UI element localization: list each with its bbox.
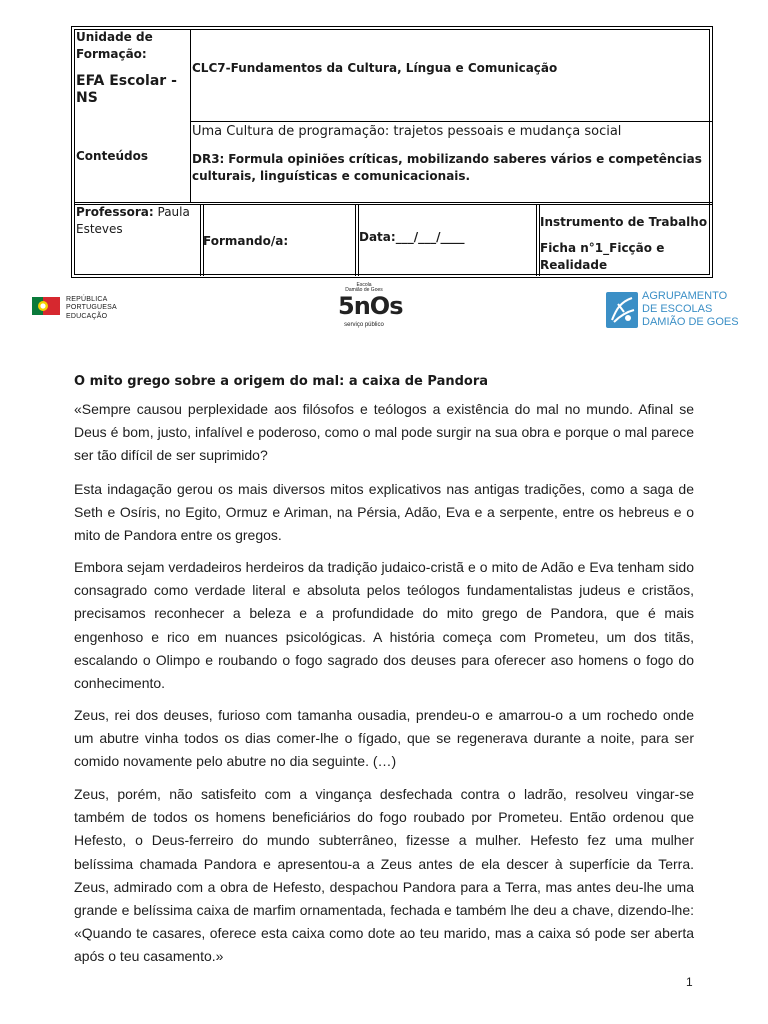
paragraph-4: Zeus, rei dos deuses, furioso com tamanha ousadia, prendeu-o e amarrou-o a um rochedo onde um abutre vinha todos os dias comer-lhe o fígado, que se regenerava durante a noite, para ser comido novamente pelo abutre no dia seguinte. (…) [74,707,694,770]
republic-text-2: PORTUGUESA [66,304,117,311]
table-hline-2 [75,202,713,203]
document-title: O mito grego sobre a origem do mal: a caixa de Pandora [74,374,489,389]
module-title: CLC7-Fundamentos da Cultura, Língua e Comunicação [192,61,558,75]
contents-label: Conteúdos [76,149,148,163]
sheet-label: Ficha n°1_Ficção e Realidade [540,241,665,272]
table-vline-b5 [536,204,537,276]
unit-value: EFA Escolar - NS [76,73,177,106]
contents-title: Uma Cultura de programação: trajetos pessoais e mudança social [192,124,622,139]
paragraph-2: Esta indagação gerou os mais diversos mitos explicativos nas antigas tradições, como a saga de Seth e Osíris, no Egito, Ormuz e Ariman, na Pérsia, Adão, Eva e a serpente, entre os hebreus e o mito de Pandora entre os gregos. [74,481,694,544]
table-vline-left [190,30,191,202]
dr-label: DR3: [192,152,225,166]
group-text-2: DE ESCOLAS [642,303,713,315]
dr-text: Formula opiniões críticas, mobilizando saberes vários e competências culturais, linguísticas e comunicacionais. [192,152,702,183]
agrupamento-logo [606,290,746,330]
school-mark: 5nOs [338,292,403,320]
instrument-label: Instrumento de Trabalho [540,215,708,229]
paragraph-1: «Sempre causou perplexidade aos filósofos e teólogos a existência do mal no mundo. Afinal se Deus é bom, justo, infalível e poderoso, como o mal pode surgir na sua obra e porque o mal parece ser tão difícil de ser suprimido? [74,401,694,464]
teacher-label: Professora: [76,205,154,219]
republica-portuguesa-logo [32,296,122,324]
teacher-cell [76,204,194,238]
header-table [71,26,713,278]
teacher-name: Paula Esteves [76,205,190,236]
date-field: Data:___/___/____ [359,230,465,244]
republic-text-1: REPÚBLICA [66,296,108,303]
table-hline-1 [191,121,713,122]
school-name: Damião de Goes [345,287,383,293]
school-top: Escola [356,282,372,288]
school-sub: serviço público [344,322,384,328]
paragraph-5: Zeus, porém, não satisfeito com a vingança desfechada contra o ladrão, resolveu vingar-se também de todos os homens beneficiários do fogo roubado por Prometeu. Então ordenou que Hefesto, o Deus-ferreiro do mundo subterrâneo, fizesse a mulher. Hefesto fez uma mulher belíssima chamada Pandora e apresentou-a a Zeus antes de ela descer à superfície da Terra. Zeus, admirado com a obra de Hefesto, despachou Pandora para a Terra, mas antes deu-lhe uma grande e belíssima caixa de marfim ornamentada, fechada e também lhe deu a chave, dizendo-lhe: «Quando te casares, oferece esta caixa como dote ao teu marido, mas a caixa só pode ser aberta após o teu casamento.» [74,786,694,965]
table-vline-b3 [355,204,356,276]
portuguese-flag-icon [32,297,60,315]
group-text-3: DAMIÃO DE GOES [642,316,739,328]
dr-description [192,151,707,185]
school-logo [336,282,403,332]
table-vline-b1 [200,204,201,276]
student-label: Formando/a: [203,234,289,248]
group-text-1: AGRUPAMENTO [642,290,728,302]
paragraph-3: Embora sejam verdadeiros herdeiros da tradição judaico-cristã e o mito de Adão e Eva tenham sido consagrado como verdade literal e absoluta pelos teólogos fundamentalistas judeus e cristãos, precisamos reconhecer a beleza e a profundidade do mito grego de Pandora, que é mais engenhoso e rico em nuances psicológicas. A história começa com Prometeu, um dos titãs, escalando o Olimpo e roubando o fogo sagrado dos deuses para oferecer aso homens o fogo do conhecimento. [74,559,694,692]
unit-label: Unidade de Formação: [76,30,153,61]
page-number: 1 [686,975,693,989]
agrupamento-emblem-icon [606,292,638,328]
republic-sub: EDUCAÇÃO [66,313,108,320]
